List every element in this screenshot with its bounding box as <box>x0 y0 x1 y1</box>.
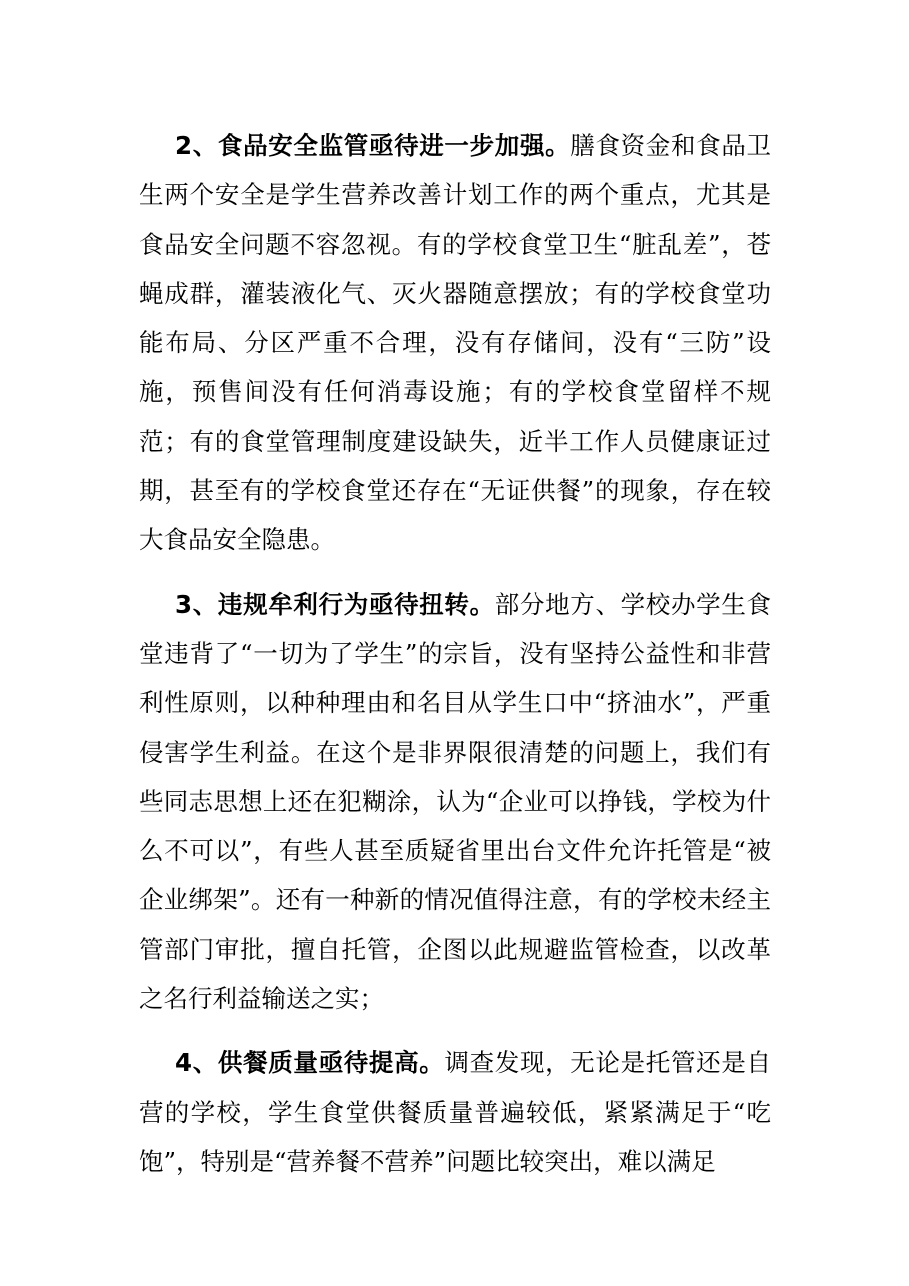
paragraph-heading: 3、违规牟利行为亟待扭转。 <box>175 589 495 619</box>
paragraph-heading: 2、食品安全监管亟待进一步加强。 <box>175 131 571 160</box>
paragraph-illegal-profit <box>139 580 771 1024</box>
document-body <box>139 121 771 1201</box>
paragraph-text: 调查发现，无论是托管还是自营的学校，学生食堂供餐质量普遍较低，紧紧满足于“吃饱”，特别是“营养餐不营养”问题比较突出，难以满足 <box>139 1048 771 1176</box>
paragraph-text: 部分地方、学校办学生食堂违背了“一切为了学生”的宗旨，没有坚持公益性和非营利性原则，以种种理由和名目从学生口中“挤油水”，严重侵害学生利益。在这个是非界限很清楚的问题上，我们有些同志思想上还在犯糊涂，认为“企业可以挣钱，学校为什么不可以”，有些人甚至质疑省里出台文件允许托管是“被企业绑架”。还有一种新的情况值得注意，有的学校未经主管部门审批，擅自托管，企图以此规避监管检查，以改革之名行利益输送之实； <box>139 589 771 1014</box>
paragraph-text: 膳食资金和食品卫生两个安全是学生营养改善计划工作的两个重点，尤其是食品安全问题不容忽视。有的学校食堂卫生“脏乱差”，苍蝇成群，灌装液化气、灭火器随意摆放；有的学校食堂功能布局、分区严重不合理，没有存储间，没有“三防”设施，预售间没有任何消毒设施；有的学校食堂留样不规范；有的食堂管理制度建设缺失，近半工作人员健康证过期，甚至有的学校食堂还存在“无证供餐”的现象，存在较大食品安全隐患。 <box>139 131 771 555</box>
paragraph-food-safety <box>139 121 771 565</box>
paragraph-heading: 4、供餐质量亟待提高。 <box>175 1048 445 1078</box>
paragraph-meal-quality <box>139 1038 771 1186</box>
